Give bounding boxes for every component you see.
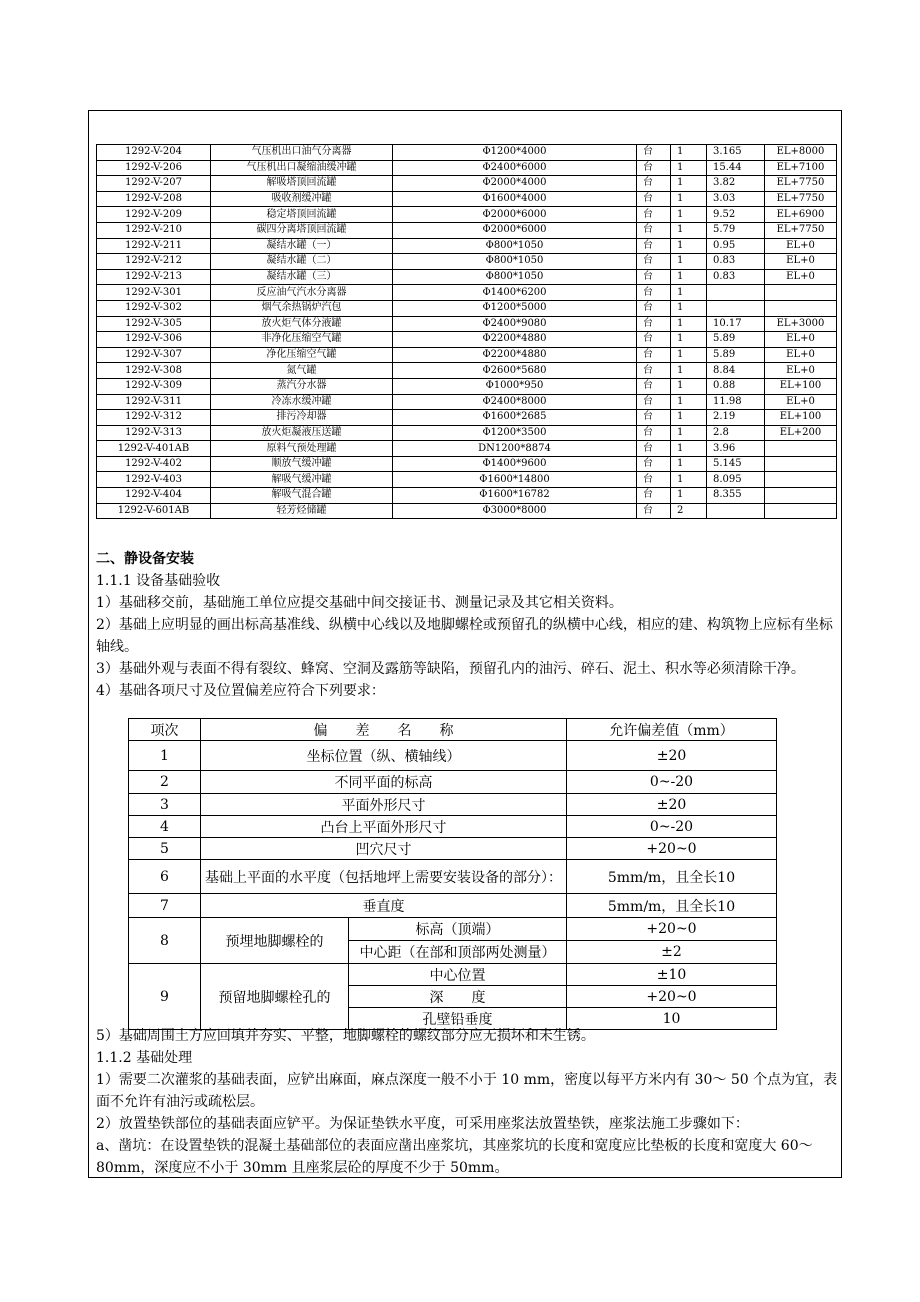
equipment-row	[97, 488, 837, 504]
equipment-elevation: EL+8000	[765, 145, 837, 161]
equipment-spec: Φ1400*9600	[393, 456, 637, 472]
equipment-name: 氮气罐	[211, 363, 393, 379]
equipment-weight: 0.95	[707, 238, 765, 254]
equipment-unit: 台	[637, 160, 671, 176]
equipment-tag: 1292-V-209	[97, 207, 211, 223]
deviation-row	[129, 918, 777, 941]
equipment-elevation: EL+0	[765, 363, 837, 379]
item-no: 3	[129, 794, 201, 816]
equipment-row	[97, 207, 837, 223]
subsection-title-2: 1.1.2 基础处理	[96, 1050, 193, 1066]
paragraph-8: a、凿坑：在设置垫铁的混凝土基础部位的表面应凿出座浆坑，其座浆坑的长度和宽度应比垫板的长度和宽度大 60～80mm，深度应不小于 30mm 且座浆层砼的厚度不少于 50mm。	[96, 1138, 813, 1176]
equipment-unit: 台	[637, 285, 671, 301]
equipment-elevation: EL+7750	[765, 176, 837, 192]
equipment-tag: 1292-V-206	[97, 160, 211, 176]
equipment-row	[97, 316, 837, 332]
equipment-qty: 1	[671, 441, 707, 457]
equipment-tag: 1292-V-313	[97, 425, 211, 441]
equipment-weight: 8.095	[707, 472, 765, 488]
equipment-elevation: EL+7100	[765, 160, 837, 176]
equipment-unit: 台	[637, 456, 671, 472]
equipment-elevation	[765, 285, 837, 301]
equipment-qty: 1	[671, 254, 707, 270]
equipment-name: 放火炬凝液压送罐	[211, 425, 393, 441]
equipment-qty: 1	[671, 176, 707, 192]
equipment-weight: 3.96	[707, 441, 765, 457]
equipment-unit: 台	[637, 176, 671, 192]
equipment-name: 放火炬气体分液罐	[211, 316, 393, 332]
item-value: +20~0	[567, 838, 777, 860]
equipment-name: 凝结水罐（三）	[211, 269, 393, 285]
paragraph-5: 5）基础周围土方应回填并夯实、平整，地脚螺栓的螺纹部分应无损坏和未生锈。	[96, 1028, 595, 1044]
equipment-elevation: EL+0	[765, 254, 837, 270]
equipment-elevation	[765, 488, 837, 504]
equipment-unit: 台	[637, 378, 671, 394]
equipment-row	[97, 410, 837, 426]
equipment-unit: 台	[637, 238, 671, 254]
equipment-spec: Φ1600*4000	[393, 191, 637, 207]
header-deviation-name: 偏 差 名 称	[201, 719, 567, 741]
equipment-unit: 台	[637, 394, 671, 410]
equipment-weight: 5.145	[707, 456, 765, 472]
equipment-weight	[707, 300, 765, 316]
sub-item-name: 中心距（在部和顶部两处测量）	[349, 941, 567, 964]
equipment-elevation: EL+3000	[765, 316, 837, 332]
deviation-row	[129, 816, 777, 838]
equipment-name: 非净化压缩空气罐	[211, 332, 393, 348]
equipment-tag: 1292-V-307	[97, 347, 211, 363]
equipment-unit: 台	[637, 316, 671, 332]
equipment-spec: Φ2200*4880	[393, 347, 637, 363]
equipment-name: 蒸汽分水器	[211, 378, 393, 394]
item-value: 5mm/m，且全长10	[567, 860, 777, 894]
paragraph-7: 2）放置垫铁部位的基础表面应铲平。为保证垫铁水平度，可采用座浆法放置垫铁，座浆法施工步骤如下：	[96, 1116, 749, 1132]
equipment-weight: 0.88	[707, 378, 765, 394]
deviation-row	[129, 741, 777, 771]
item-value: +20~0	[567, 918, 777, 941]
item-value: ±10	[567, 964, 777, 986]
equipment-name: 凝结水罐（二）	[211, 254, 393, 270]
equipment-table	[96, 144, 837, 519]
equipment-weight: 8.355	[707, 488, 765, 504]
equipment-tag: 1292-V-402	[97, 456, 211, 472]
item-name: 凸台上平面外形尺寸	[201, 816, 567, 838]
equipment-qty: 1	[671, 238, 707, 254]
equipment-unit: 台	[637, 191, 671, 207]
item-value: 10	[567, 1008, 777, 1030]
equipment-row	[97, 503, 837, 519]
item-value: 0~-20	[567, 816, 777, 838]
equipment-qty: 1	[671, 269, 707, 285]
header-allowed-value: 允许偏差值（mm）	[567, 719, 777, 741]
equipment-name: 吸收剂缓冲罐	[211, 191, 393, 207]
equipment-unit: 台	[637, 207, 671, 223]
equipment-tag: 1292-V-301	[97, 285, 211, 301]
equipment-spec: Φ1200*5000	[393, 300, 637, 316]
equipment-unit: 台	[637, 441, 671, 457]
equipment-weight: 2.19	[707, 410, 765, 426]
equipment-spec: Φ2400*6000	[393, 160, 637, 176]
equipment-qty: 1	[671, 300, 707, 316]
equipment-row	[97, 363, 837, 379]
equipment-elevation: EL+6900	[765, 207, 837, 223]
equipment-elevation: EL+100	[765, 410, 837, 426]
item-no: 9	[129, 964, 201, 1030]
equipment-weight	[707, 285, 765, 301]
equipment-weight: 2.8	[707, 425, 765, 441]
equipment-elevation: EL+200	[765, 425, 837, 441]
equipment-weight: 5.89	[707, 332, 765, 348]
equipment-weight: 3.82	[707, 176, 765, 192]
equipment-tag: 1292-V-312	[97, 410, 211, 426]
equipment-unit: 台	[637, 425, 671, 441]
equipment-spec: Φ1600*2685	[393, 410, 637, 426]
item-value: 0~-20	[567, 771, 777, 794]
equipment-weight: 15.44	[707, 160, 765, 176]
deviation-header-row	[129, 719, 777, 741]
equipment-qty: 1	[671, 425, 707, 441]
equipment-weight: 5.79	[707, 222, 765, 238]
equipment-unit: 台	[637, 300, 671, 316]
equipment-row	[97, 394, 837, 410]
equipment-tag: 1292-V-208	[97, 191, 211, 207]
equipment-qty: 1	[671, 488, 707, 504]
section-text-2	[96, 1025, 840, 1179]
equipment-tag: 1292-V-212	[97, 254, 211, 270]
sub-item-name: 孔壁铅垂度	[349, 1008, 567, 1030]
equipment-elevation	[765, 300, 837, 316]
equipment-elevation	[765, 456, 837, 472]
item-name: 平面外形尺寸	[201, 794, 567, 816]
deviation-row	[129, 771, 777, 794]
deviation-row	[129, 794, 777, 816]
equipment-tag: 1292-V-401AB	[97, 441, 211, 457]
equipment-qty: 1	[671, 378, 707, 394]
subsection-title-1: 1.1.1 设备基础验收	[96, 573, 221, 589]
equipment-row	[97, 254, 837, 270]
equipment-spec: Φ2000*4000	[393, 176, 637, 192]
equipment-unit: 台	[637, 332, 671, 348]
equipment-unit: 台	[637, 347, 671, 363]
equipment-elevation	[765, 503, 837, 519]
item-value: +20~0	[567, 986, 777, 1008]
equipment-row	[97, 347, 837, 363]
equipment-elevation: EL+7750	[765, 191, 837, 207]
item-no: 6	[129, 860, 201, 894]
equipment-row	[97, 332, 837, 348]
equipment-spec: Φ800*1050	[393, 269, 637, 285]
equipment-name: 烟气余热锅炉汽包	[211, 300, 393, 316]
equipment-tag: 1292-V-207	[97, 176, 211, 192]
equipment-row	[97, 456, 837, 472]
equipment-qty: 1	[671, 207, 707, 223]
paragraph-6: 1）需要二次灌浆的基础表面，应铲出麻面，麻点深度一般不小于 10 mm，密度以每平方米内有 30～ 50 个点为宜，表面不允许有油污或疏松层。	[96, 1072, 838, 1110]
equipment-name: 冷冻水缓冲罐	[211, 394, 393, 410]
equipment-tag: 1292-V-204	[97, 145, 211, 161]
equipment-tag: 1292-V-309	[97, 378, 211, 394]
equipment-tag: 1292-V-306	[97, 332, 211, 348]
paragraph-1: 1）基础移交前，基础施工单位应提交基础中间交接证书、测量记录及其它相关资料。	[96, 595, 623, 611]
equipment-row	[97, 425, 837, 441]
equipment-tag: 1292-V-211	[97, 238, 211, 254]
equipment-name: 解吸气混合罐	[211, 488, 393, 504]
equipment-unit: 台	[637, 254, 671, 270]
equipment-unit: 台	[637, 145, 671, 161]
equipment-weight: 0.83	[707, 269, 765, 285]
deviation-row	[129, 894, 777, 918]
equipment-spec: DN1200*8874	[393, 441, 637, 457]
equipment-qty: 1	[671, 363, 707, 379]
equipment-row	[97, 191, 837, 207]
equipment-qty: 1	[671, 285, 707, 301]
header-item-no: 项次	[129, 719, 201, 741]
equipment-name: 解吸塔顶回流罐	[211, 176, 393, 192]
item-no: 1	[129, 741, 201, 771]
item-name: 预留地脚螺栓孔的	[201, 964, 349, 1030]
equipment-qty: 1	[671, 160, 707, 176]
equipment-name: 净化压缩空气罐	[211, 347, 393, 363]
deviation-row	[129, 964, 777, 986]
equipment-tag: 1292-V-403	[97, 472, 211, 488]
paragraph-4: 4）基础各项尺寸及位置偏差应符合下列要求：	[96, 683, 385, 699]
item-no: 2	[129, 771, 201, 794]
deviation-row	[129, 860, 777, 894]
equipment-unit: 台	[637, 222, 671, 238]
equipment-name: 排污冷却器	[211, 410, 393, 426]
equipment-elevation: EL+0	[765, 332, 837, 348]
item-name: 基础上平面的水平度（包括地坪上需要安装设备的部分）：	[201, 860, 567, 894]
equipment-qty: 1	[671, 316, 707, 332]
equipment-row	[97, 222, 837, 238]
item-value: 5mm/m，且全长10	[567, 894, 777, 918]
equipment-unit: 台	[637, 363, 671, 379]
equipment-elevation	[765, 472, 837, 488]
item-no: 5	[129, 838, 201, 860]
equipment-tag: 1292-V-305	[97, 316, 211, 332]
item-value: ±20	[567, 741, 777, 771]
section-title: 二、静设备安装	[96, 551, 194, 567]
equipment-name: 顺放气缓冲罐	[211, 456, 393, 472]
equipment-qty: 2	[671, 503, 707, 519]
equipment-unit: 台	[637, 410, 671, 426]
equipment-spec: Φ800*1050	[393, 254, 637, 270]
equipment-spec: Φ1600*16782	[393, 488, 637, 504]
item-no: 7	[129, 894, 201, 918]
equipment-qty: 1	[671, 410, 707, 426]
equipment-tag: 1292-V-213	[97, 269, 211, 285]
equipment-spec: Φ1600*14800	[393, 472, 637, 488]
equipment-qty: 1	[671, 145, 707, 161]
equipment-weight: 11.98	[707, 394, 765, 410]
equipment-weight: 8.84	[707, 363, 765, 379]
equipment-name: 原料气预处理罐	[211, 441, 393, 457]
item-name: 凹穴尺寸	[201, 838, 567, 860]
equipment-qty: 1	[671, 472, 707, 488]
item-value: ±2	[567, 941, 777, 964]
equipment-name: 凝结水罐（一）	[211, 238, 393, 254]
equipment-spec: Φ2000*6000	[393, 222, 637, 238]
equipment-spec: Φ1200*4000	[393, 145, 637, 161]
equipment-unit: 台	[637, 269, 671, 285]
sub-item-name: 中心位置	[349, 964, 567, 986]
equipment-weight: 0.83	[707, 254, 765, 270]
equipment-spec: Φ2600*5680	[393, 363, 637, 379]
equipment-name: 碳四分离塔顶回流罐	[211, 222, 393, 238]
equipment-tag: 1292-V-302	[97, 300, 211, 316]
equipment-row	[97, 176, 837, 192]
equipment-tag: 1292-V-308	[97, 363, 211, 379]
equipment-spec: Φ2200*4880	[393, 332, 637, 348]
equipment-elevation: EL+0	[765, 347, 837, 363]
deviation-table	[128, 718, 777, 1030]
equipment-spec: Φ1200*3500	[393, 425, 637, 441]
equipment-name: 反应油气汽水分离器	[211, 285, 393, 301]
equipment-tag: 1292-V-404	[97, 488, 211, 504]
equipment-qty: 1	[671, 191, 707, 207]
paragraph-2: 2）基础上应明显的画出标高基准线、纵横中心线以及地脚螺栓或预留孔的纵横中心线，相应的建、构筑物上应标有坐标轴线。	[96, 617, 833, 655]
equipment-unit: 台	[637, 472, 671, 488]
equipment-weight: 10.17	[707, 316, 765, 332]
equipment-row	[97, 160, 837, 176]
equipment-row	[97, 300, 837, 316]
equipment-spec: Φ2400*8000	[393, 394, 637, 410]
equipment-weight: 5.89	[707, 347, 765, 363]
section-text-1	[96, 548, 840, 702]
item-value: ±20	[567, 794, 777, 816]
equipment-qty: 1	[671, 456, 707, 472]
equipment-row	[97, 285, 837, 301]
equipment-qty: 1	[671, 347, 707, 363]
equipment-tag: 1292-V-210	[97, 222, 211, 238]
equipment-weight	[707, 503, 765, 519]
equipment-row	[97, 378, 837, 394]
item-name: 预埋地脚螺栓的	[201, 918, 349, 964]
equipment-row	[97, 472, 837, 488]
equipment-elevation: EL+100	[765, 378, 837, 394]
equipment-spec: Φ1400*6200	[393, 285, 637, 301]
equipment-unit: 台	[637, 488, 671, 504]
equipment-table-body	[97, 145, 837, 519]
equipment-qty: 1	[671, 332, 707, 348]
equipment-spec: Φ2000*6000	[393, 207, 637, 223]
equipment-name: 解吸气缓冲罐	[211, 472, 393, 488]
equipment-spec: Φ2400*9080	[393, 316, 637, 332]
equipment-row	[97, 238, 837, 254]
equipment-spec: Φ1000*950	[393, 378, 637, 394]
paragraph-3: 3）基础外观与表面不得有裂纹、蜂窝、空洞及露筋等缺陷，预留孔内的油污、碎石、泥土、积水等必须清除干净。	[96, 661, 805, 677]
equipment-name: 气压机出口凝缩油缓冲罐	[211, 160, 393, 176]
item-name: 垂直度	[201, 894, 567, 918]
deviation-row	[129, 838, 777, 860]
equipment-row	[97, 145, 837, 161]
item-name: 坐标位置（纵、横轴线）	[201, 741, 567, 771]
equipment-spec: Φ3000*8000	[393, 503, 637, 519]
equipment-elevation: EL+0	[765, 238, 837, 254]
equipment-weight: 3.03	[707, 191, 765, 207]
equipment-tag: 1292-V-601AB	[97, 503, 211, 519]
item-no: 4	[129, 816, 201, 838]
equipment-unit: 台	[637, 503, 671, 519]
sub-item-name: 标高（顶端）	[349, 918, 567, 941]
equipment-qty: 1	[671, 222, 707, 238]
equipment-weight: 9.52	[707, 207, 765, 223]
equipment-name: 气压机出口油气分离器	[211, 145, 393, 161]
equipment-qty: 1	[671, 394, 707, 410]
item-no: 8	[129, 918, 201, 964]
equipment-weight: 3.165	[707, 145, 765, 161]
equipment-spec: Φ800*1050	[393, 238, 637, 254]
equipment-name: 稳定塔顶回流罐	[211, 207, 393, 223]
equipment-elevation: EL+0	[765, 269, 837, 285]
equipment-tag: 1292-V-311	[97, 394, 211, 410]
equipment-row	[97, 269, 837, 285]
equipment-row	[97, 441, 837, 457]
equipment-name: 轻芳烃储罐	[211, 503, 393, 519]
sub-item-name: 深 度	[349, 986, 567, 1008]
equipment-elevation: EL+0	[765, 394, 837, 410]
equipment-elevation: EL+7750	[765, 222, 837, 238]
equipment-elevation	[765, 441, 837, 457]
item-name: 不同平面的标高	[201, 771, 567, 794]
